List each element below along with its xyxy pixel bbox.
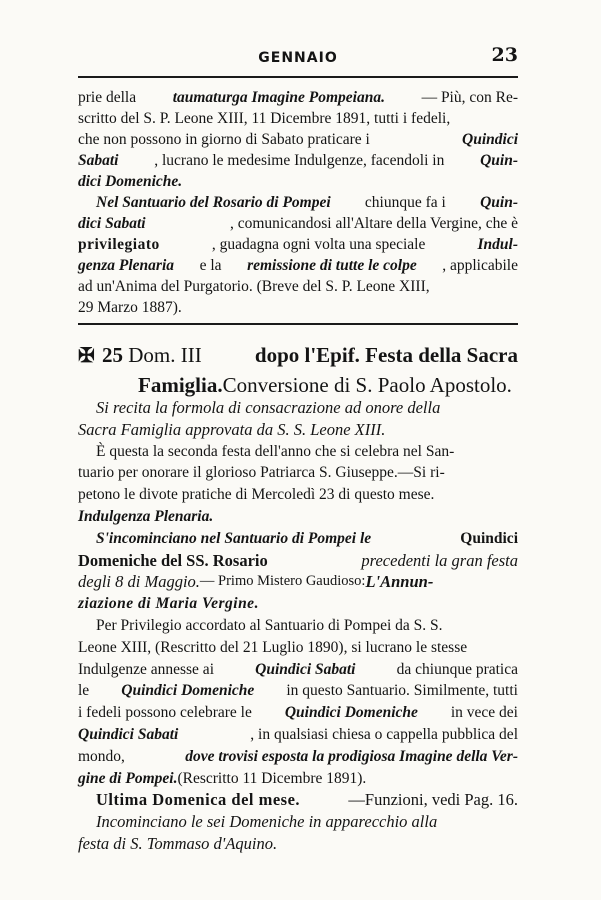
text-line: dici Sabati , comunicandosi all'Altare della Vergine, che è <box>78 215 518 232</box>
text-line: scritto del S. P. Leone XIII, 11 Dicembre 1891, tutti i fedeli, <box>78 110 451 127</box>
text-line: privilegiato , guadagna ogni volta una speciale Indul- <box>78 236 518 253</box>
text-line: Indulgenza Plenaria. <box>78 507 214 525</box>
text-line: Si recita la formola di consacrazione ad onore della <box>96 398 441 417</box>
text-line: prie della taumaturga Imagine Pompeiana. — Più, con Re- <box>78 89 518 106</box>
feast-title-line-2: Famiglia. Conversione di S. Paolo Apostolo. <box>138 373 512 397</box>
section-rule <box>78 323 518 325</box>
header-rule <box>78 76 518 78</box>
text-line: dici Domeniche. <box>78 173 183 190</box>
text-line: ad un'Anima del Purgatorio. (Breve del S. P. Leone XIII, <box>78 278 430 295</box>
text-line: Indulgenze annesse ai Quindici Sabati da chiunque pratica <box>78 660 518 678</box>
feast-title-line-1: ✠ 25 Dom. III dopo l'Epif. Festa della Sacra <box>78 343 518 367</box>
text-line: le Quindici Domeniche in questo Santuario. Similmente, tutti <box>78 682 518 700</box>
text-line: Sabati , lucrano le medesime Indulgenze, facendoli in Quin- <box>78 152 518 169</box>
feast-title <box>78 340 518 400</box>
text-line: Nel Santuario del Rosario di Pompei chiunque fa i Quin- <box>96 194 518 211</box>
text-line: genza Plenaria e la remissione di tutte le colpe , applicabile <box>78 257 518 274</box>
text-line: che non possono in giorno di Sabato praticare i Quindici <box>78 131 518 148</box>
text-line: mondo, dove trovisi esposta la prodigiosa Imagine della Ver- <box>78 747 518 765</box>
text-line: petono le divote pratiche di Mercoledì 23 di questo mese. <box>78 486 435 504</box>
text-line: tuario per onorare il glorioso Patriarca S. Giuseppe.—Si ri- <box>78 464 445 482</box>
text-line: Leone XIII, (Rescritto del 21 Luglio 1890), si lucrano le stesse <box>78 638 468 656</box>
month-title: GENNAIO <box>258 50 338 66</box>
text-line: festa di S. Tommaso d'Aquino. <box>78 833 278 853</box>
text-line: Incominciano le sei Domeniche in apparecchio alla <box>96 812 438 832</box>
text-line: Sacra Famiglia approvata da S. S. Leone XIII. <box>78 419 386 439</box>
text-line: S'incominciano nel Santuario di Pompei le Quindici <box>96 529 518 547</box>
text-line: Ultima Domenica del mese. —Funzioni, vedi Pag. 16. <box>96 790 518 810</box>
text-line: Quindici Sabati , in qualsiasi chiesa o cappella pubblica del <box>78 725 518 743</box>
running-header <box>78 44 518 74</box>
indulgence-paragraph <box>78 87 518 318</box>
page-number: 23 <box>491 44 518 66</box>
text-line: È questa la seconda festa dell'anno che si celebra nel San- <box>96 442 455 460</box>
feast-description <box>78 397 518 855</box>
text-line: degli 8 di Maggio. — Primo Mistero Gaudioso: L'Annun- <box>78 572 434 592</box>
text-line: gine di Pompei. (Rescritto 11 Dicembre 1891). <box>78 769 367 787</box>
text-line: Domeniche del SS. Rosario precedenti la gran festa <box>78 550 518 570</box>
text-line: 29 Marzo 1887). <box>78 299 182 316</box>
text-line: i fedeli possono celebrare le Quindici Domeniche in vece dei <box>78 704 518 722</box>
text-line: ziazione di Maria Vergine. <box>78 595 259 613</box>
cross-icon: ✠ <box>78 345 95 367</box>
text-line: Per Privilegio accordato al Santuario di Pompei da S. S. <box>96 616 443 634</box>
